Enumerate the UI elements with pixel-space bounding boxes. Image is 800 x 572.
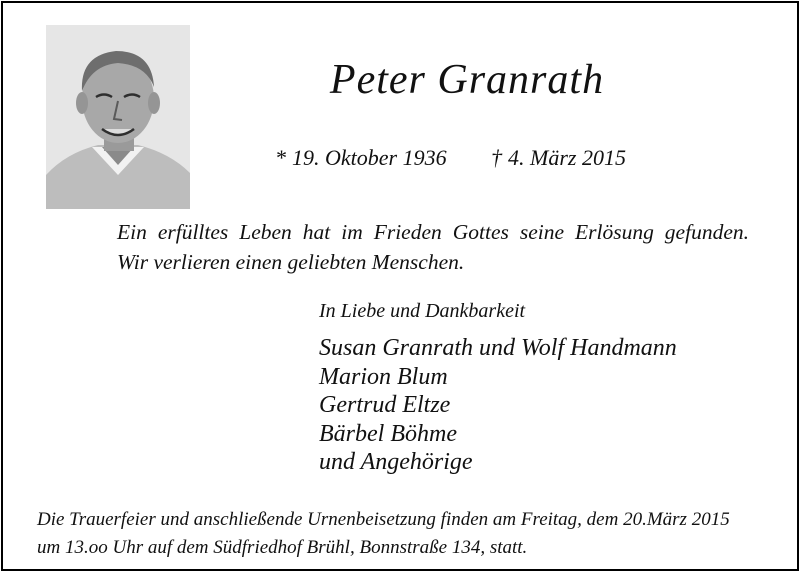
mourner-item: Gertrud Eltze (319, 392, 451, 418)
death-date: 4. März 2015 (508, 145, 626, 170)
obituary-frame (1, 1, 799, 571)
intro-line-1: Ein erfülltes Leben hat im Frieden Gottes seine Erlösung gefunden. (117, 220, 749, 244)
portrait-illustration (46, 25, 190, 209)
portrait-photo (46, 25, 190, 209)
birth-star-icon: * (275, 145, 286, 170)
intro-line-2: Wir verlieren einen geliebten Menschen. (117, 250, 465, 274)
greeting-line: In Liebe und Dankbarkeit (319, 300, 526, 322)
mourner-item: Marion Blum (319, 363, 448, 390)
death-cross-icon: † (491, 145, 502, 170)
intro-text (117, 217, 749, 277)
mourners-list (319, 334, 677, 477)
mourner-item: Bärbel Böhme (319, 420, 457, 447)
birth-date: 19. Oktober 1936 (292, 145, 447, 170)
birth-date-line (275, 143, 447, 173)
service-line-2: um 13.oo Uhr auf dem Südfriedhof Brühl, Bonnstraße 134, statt. (37, 537, 528, 558)
mourner-item: und Angehörige (319, 449, 473, 475)
death-date-line (491, 143, 626, 173)
mourner-item: Susan Granrath und Wolf Handmann (319, 335, 677, 361)
deceased-name: Peter Granrath (329, 57, 605, 103)
service-line-1: Die Trauerfeier und anschließende Urnenbeisetzung finden am Freitag, dem 20.März 2015 (37, 509, 730, 530)
service-info (37, 506, 753, 562)
